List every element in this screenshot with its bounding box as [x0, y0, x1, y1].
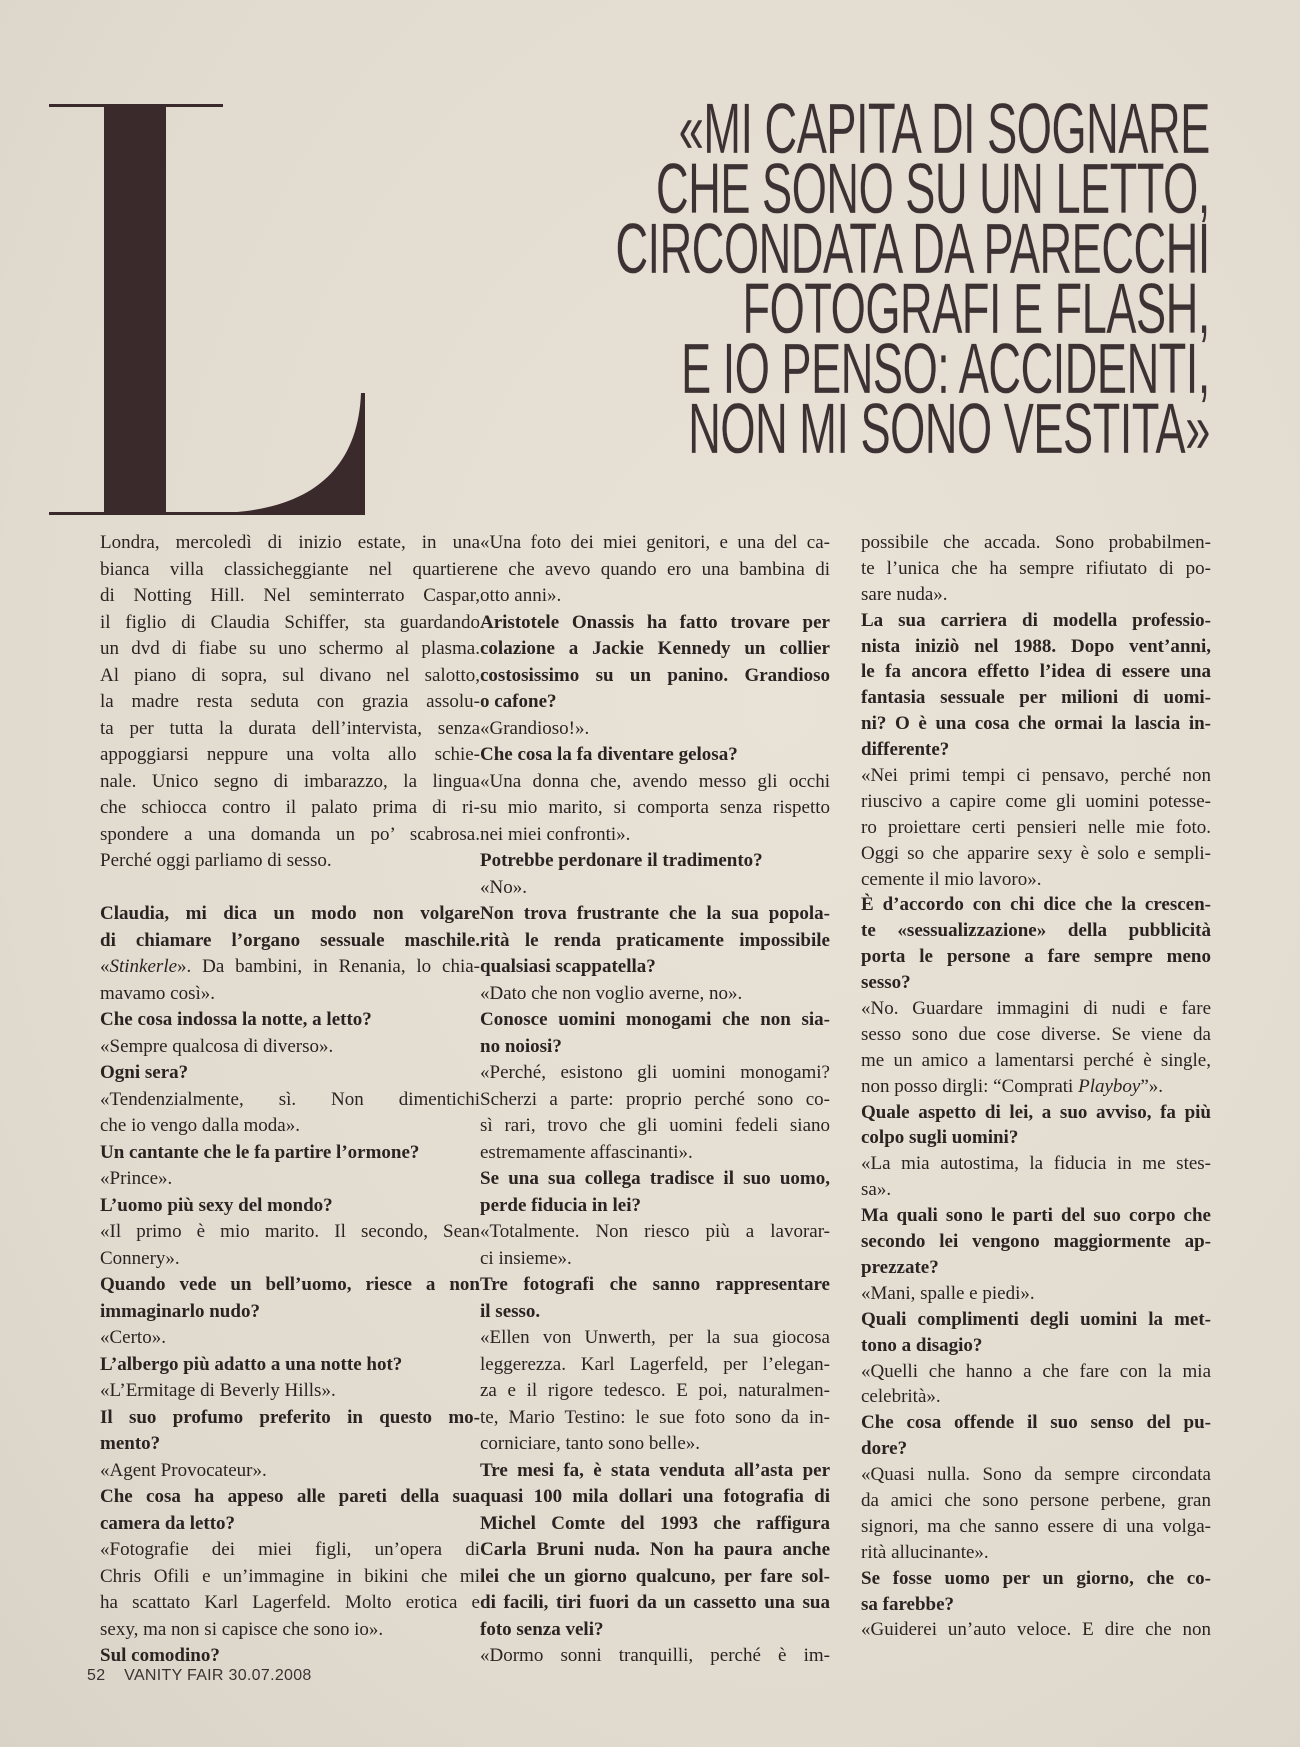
question-line: Sul comodino? — [100, 1645, 220, 1666]
text-line: celebrità». — [861, 1386, 941, 1408]
question-line: Claudia, mi dica un modo non volgare — [100, 903, 480, 924]
text-line: cemente il mio lavoro». — [861, 868, 1042, 890]
question-line: di facili, tiri fuori da un cassetto una sua — [480, 1592, 830, 1613]
text-line: otto anni». — [480, 585, 562, 606]
text-line: «Fotografie dei miei figli, un’opera di — [100, 1539, 480, 1560]
question-line: Quando vede un bell’uomo, riesce a non — [100, 1274, 480, 1295]
article-column-2 — [480, 530, 830, 1670]
text-line: leggerezza. Karl Lagerfeld, per l’elegan- — [480, 1353, 830, 1375]
text-line: «Prince». — [100, 1168, 173, 1189]
question-line: le fa ancora effetto l’idea di essere una — [861, 661, 1211, 683]
text-line: sare nuda». — [861, 583, 948, 605]
question-line: o cafone? — [480, 691, 557, 712]
text-line — [861, 1074, 1211, 1100]
question-line: Ogni sera? — [100, 1062, 189, 1083]
text-line: Connery». — [100, 1247, 180, 1269]
page-number: 52 — [87, 1667, 106, 1684]
question-line: Un cantante che le fa partire l’ormone? — [100, 1141, 420, 1163]
pull-quote-line: NON MI SONO VESTITA» — [688, 390, 1210, 469]
text-line: di Notting Hill. Nel seminterrato Caspar, — [100, 585, 480, 606]
text-line: Oggi so che apparire sexy è solo e sempli- — [861, 842, 1211, 864]
text-line: Chris Ofili e un’immagine in bikini che mi — [100, 1565, 480, 1587]
text-segment: ”». — [1140, 1075, 1164, 1097]
question-line: ni? O è una cosa che ormai la lascia in- — [861, 713, 1211, 735]
text-line: da amici che sono persone perbene, gran — [861, 1489, 1211, 1511]
text-line: «Sempre qualcosa di diverso». — [100, 1035, 334, 1057]
question-line: Che cosa ha appeso alle pareti della sua — [100, 1486, 480, 1507]
question-line: La sua carriera di modella professio- — [861, 609, 1211, 631]
question-line: di chiamare l’organo sessuale maschile. — [100, 929, 480, 951]
article-column-3 — [861, 530, 1211, 1643]
question-line: mento? — [100, 1433, 161, 1454]
question-line: rità le renda praticamente impossibile — [480, 929, 830, 951]
text-line: Scherzi a parte: proprio perché sono co- — [480, 1088, 830, 1110]
question-line: colpo sugli uomini? — [861, 1127, 1019, 1149]
text-line: corniciare, tanto sono belle». — [480, 1433, 701, 1454]
question-line: È d’accordo con chi dice che la crescen- — [861, 894, 1211, 916]
text-line: estremamente affascinanti». — [480, 1141, 693, 1163]
question-line: Carla Bruni nuda. Non ha paura anche — [480, 1539, 830, 1560]
text-line: rità allucinante». — [861, 1541, 989, 1563]
question-line: Conosce uomini monogami che non sia- — [480, 1009, 830, 1030]
pull-quote-line: CHE SONO SU UN LETTO, — [656, 150, 1210, 229]
pull-quote-line: FOTOGRAFI E FLASH, — [742, 270, 1210, 349]
text-line: ha scattato Karl Lagerfeld. Molto erotica e — [100, 1592, 480, 1613]
question-line: sesso? — [861, 972, 911, 994]
text-line — [100, 954, 480, 981]
text-segment: ». Da bambini, in Renania, lo chia- — [177, 956, 480, 977]
question-line: sa farebbe? — [861, 1593, 955, 1615]
text-line: «Guiderei un’auto veloce. E dire che non — [861, 1619, 1211, 1641]
text-line: ro proiettare certi pensieri nelle mie foto. — [861, 816, 1211, 838]
text-line: possibile che accada. Sono probabilmen- — [861, 532, 1211, 553]
paragraph-gap — [100, 875, 480, 902]
question-line: immaginarlo nudo? — [100, 1300, 260, 1322]
text-line: Perché oggi parliamo di sesso. — [100, 850, 332, 871]
text-line: «Tendenzialmente, sì. Non dimentichi — [100, 1088, 480, 1110]
question-line: lei che un giorno qualcuno, per fare sol- — [480, 1565, 830, 1587]
text-line: te l’unica che ha sempre rifiutato di po- — [861, 557, 1211, 579]
text-line: che io vengo dalla moda». — [100, 1115, 300, 1136]
question-line: qualsiasi scappatella? — [480, 956, 656, 977]
text-line: «No. Guardare immagini di nudi e fare — [861, 998, 1211, 1020]
text-line: «Perché, esistono gli uomini monogami? — [480, 1062, 830, 1083]
text-line: Al piano di sopra, sul divano nel salotto, — [100, 664, 480, 686]
pull-quote-line: CIRCONDATA DA PARECCHI — [615, 210, 1210, 289]
text-line: su mio marito, si comporta senza rispetto — [480, 797, 830, 818]
pull-quote-line: E IO PENSO: ACCIDENTI, — [681, 330, 1210, 409]
magazine-name: VANITY FAIR — [124, 1667, 224, 1684]
question-line: camera da letto? — [100, 1512, 236, 1534]
text-line: za e il rigore tedesco. E poi, naturalmen- — [480, 1380, 830, 1401]
text-line: «Dato che non voglio averne, no». — [480, 982, 743, 1004]
question-line: differente? — [861, 739, 950, 761]
question-line: Se fosse uomo per un giorno, che co- — [861, 1567, 1211, 1589]
question-line: perde fiducia in lei? — [480, 1194, 641, 1216]
text-line: «Nei primi tempi ci pensavo, perché non — [861, 765, 1211, 787]
issue-date: 30.07.2008 — [228, 1667, 312, 1684]
pull-quote-line: «MI CAPITA DI SOGNARE — [678, 90, 1210, 169]
text-line: nale. Unico segno di imbarazzo, la lingua — [100, 770, 480, 792]
text-line: «Totalmente. Non riesco più a lavorar- — [480, 1221, 830, 1242]
text-line: «L’Ermitage di Beverly Hills». — [100, 1380, 336, 1401]
question-line: nista iniziò nel 1988. Dopo vent’anni, — [861, 635, 1211, 657]
text-line: «Certo». — [100, 1327, 166, 1348]
text-line: «No». — [480, 876, 527, 898]
text-segment: non posso dirgli: “Comprati — [861, 1075, 1079, 1097]
text-line: bianca villa classicheggiante nel quartiere — [100, 558, 480, 580]
question-line: L’albergo più adatto a una notte hot? — [100, 1353, 403, 1375]
text-segment: « — [100, 956, 110, 977]
italic-text: Playboy — [1078, 1075, 1141, 1097]
question-line: Se una sua collega tradisce il suo uomo, — [480, 1168, 830, 1189]
question-line: Ma quali sono le parti del suo corpo che — [861, 1205, 1211, 1227]
question-line: tono a disagio? — [861, 1334, 983, 1356]
question-line: Il suo profumo preferito in questo mo- — [100, 1406, 480, 1428]
text-line: sì rari, trovo che gli uomini fedeli siano — [480, 1115, 830, 1136]
text-line: «Il primo è mio marito. Il secondo, Sean — [100, 1221, 480, 1242]
text-line: appoggiarsi neppure una volta allo schie- — [100, 744, 480, 765]
question-line: colazione a Jackie Kennedy un collier — [480, 638, 830, 659]
text-line: te, Mario Testino: le sue foto sono da in- — [480, 1406, 830, 1428]
question-line: Potrebbe perdonare il tradimento? — [480, 850, 763, 871]
text-line: «Agent Provocateur». — [100, 1459, 267, 1481]
question-line: quasi 100 mila dollari una fotografia di — [480, 1486, 830, 1507]
text-line: «Mani, spalle e piedi». — [861, 1282, 1035, 1304]
text-line: riuscivo a capire come gli uomini potesse- — [861, 790, 1211, 812]
text-line: signori, ma che sanno essere di una volga- — [861, 1515, 1211, 1537]
question-line: Aristotele Onassis ha fatto trovare per — [480, 611, 830, 633]
question-line: porta le persone a fare sempre meno — [861, 946, 1211, 968]
question-line: Tre mesi fa, è stata venduta all’asta per — [480, 1459, 830, 1481]
question-line: Quale aspetto di lei, a suo avviso, fa più — [861, 1101, 1211, 1123]
question-line: Che cosa offende il suo senso del pu- — [861, 1412, 1211, 1434]
text-line: ta per tutta la durata dell’intervista, senza — [100, 717, 480, 739]
text-line: che schiocca contro il palato prima di ri- — [100, 797, 480, 818]
question-line: Non trova frustrante che la sua popola- — [480, 903, 830, 924]
text-line: spondere a una domanda un po’ scabrosa. — [100, 823, 480, 845]
question-line: prezzate? — [861, 1256, 939, 1278]
text-line: mavamo così». — [100, 982, 216, 1004]
text-line: «Quelli che hanno a che fare con la mia — [861, 1360, 1211, 1382]
page-footer — [87, 1667, 312, 1685]
question-line: fantasia sessuale per milioni di uomi- — [861, 687, 1211, 709]
question-line: Che cosa indossa la notte, a letto? — [100, 1009, 372, 1030]
text-line: «Quasi nulla. Sono da sempre circondata — [861, 1464, 1211, 1486]
text-line: ne che avevo quando ero una bambina di — [480, 558, 830, 580]
text-line: la madre resta seduta con grazia assolu- — [100, 691, 480, 712]
question-line: dore? — [861, 1438, 908, 1460]
question-line: secondo lei vengono maggiormente ap- — [861, 1231, 1211, 1253]
text-line: «Ellen von Unwerth, per la sua giocosa — [480, 1327, 830, 1348]
text-line: sesso sono due cose diverse. Se viene da — [861, 1023, 1211, 1045]
text-line: «Dormo sonni tranquilli, perché è im- — [480, 1645, 830, 1666]
text-line: il figlio di Claudia Schiffer, sta guardando — [100, 611, 480, 633]
text-line: «Una foto dei miei genitori, e una del ca- — [480, 532, 830, 553]
question-line: Che cosa la fa diventare gelosa? — [480, 744, 738, 765]
text-line: sexy, ma non si capisce che sono io». — [100, 1618, 384, 1640]
question-line: L’uomo più sexy del mondo? — [100, 1194, 333, 1216]
italic-text: Stinkerle — [109, 956, 178, 977]
article-column-1 — [100, 530, 480, 1670]
text-line: nei miei confronti». — [480, 823, 631, 845]
question-line: te «sessualizzazione» della pubblicità — [861, 920, 1211, 942]
text-line: un dvd di fiabe su uno schermo al plasma. — [100, 638, 480, 659]
pull-quote — [281, 90, 1210, 469]
text-line: sa». — [861, 1179, 892, 1201]
text-line: Londra, mercoledì di inizio estate, in una — [100, 532, 480, 553]
text-line: me un amico a lamentarsi perché è single, — [861, 1049, 1211, 1071]
text-line: ci insieme». — [480, 1247, 572, 1269]
question-line: no noiosi? — [480, 1035, 562, 1057]
question-line: il sesso. — [480, 1300, 541, 1322]
text-line: «La mia autostima, la fiducia in me stes- — [861, 1153, 1211, 1175]
text-line: «Una donna che, avendo messo gli occhi — [480, 770, 830, 792]
text-line: «Grandioso!». — [480, 717, 590, 739]
question-line: foto senza veli? — [480, 1618, 604, 1640]
question-line: costosissimo su un panino. Grandioso — [480, 664, 830, 686]
question-line: Quali complimenti degli uomini la met- — [861, 1308, 1211, 1330]
question-line: Tre fotografi che sanno rappresentare — [480, 1274, 830, 1295]
question-line: Michel Comte del 1993 che raffigura — [480, 1512, 830, 1534]
